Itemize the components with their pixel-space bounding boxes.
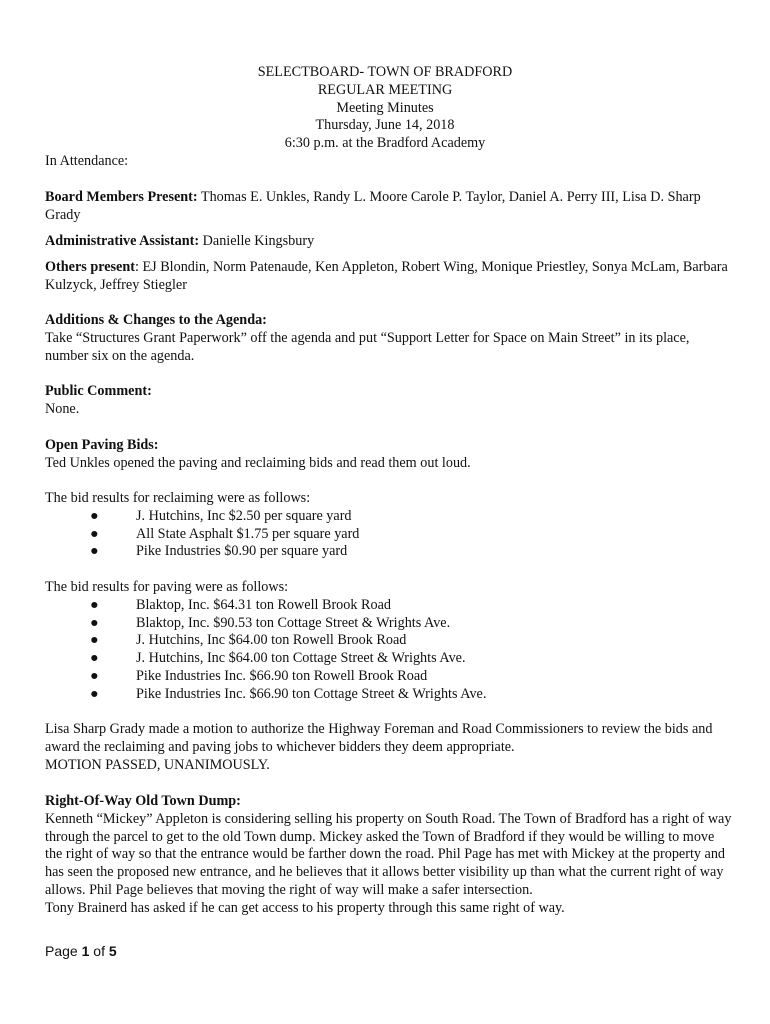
board-members-present	[45, 189, 735, 225]
reclaiming-intro: The bid results for reclaiming were as follows:	[45, 490, 311, 506]
paving-bids-section	[45, 437, 735, 473]
bullet-icon: ●	[90, 685, 99, 702]
agenda-text: Take “Structures Grant Paperwork” off the agenda and put “Support Letter for Space on Main Street” in its place, number six on the agenda.	[45, 329, 690, 364]
header-doc-type: Meeting Minutes	[336, 99, 434, 116]
list-item: ● Pike Industries Inc. $66.90 ton Rowell Brook Road	[90, 667, 428, 684]
others-label: Others present	[45, 259, 135, 275]
list-item: ● All State Asphalt $1.75 per square yard	[90, 525, 360, 542]
list-item: ● J. Hutchins, Inc $64.00 ton Cottage Street & Wrights Ave.	[90, 650, 466, 667]
attendance-label: In Attendance:	[45, 153, 129, 169]
list-item: ● Pike Industries $0.90 per square yard	[90, 543, 348, 560]
reclaiming-results	[45, 490, 735, 561]
total-pages: 5	[108, 943, 117, 959]
paving-intro: The bid results for paving were as follows:	[45, 579, 289, 595]
right-of-way-section	[45, 793, 735, 918]
public-comment-heading: Public Comment:	[45, 383, 152, 399]
header-date: Thursday, June 14, 2018	[315, 117, 455, 134]
list-item: ● J. Hutchins, Inc $64.00 ton Rowell Brook Road	[90, 632, 407, 649]
document-header	[0, 64, 770, 153]
bullet-icon: ●	[90, 614, 99, 631]
header-meeting-type: REGULAR MEETING	[317, 81, 453, 98]
header-time-location: 6:30 p.m. at the Bradford Academy	[284, 135, 486, 152]
board-members-text: Thomas E. Unkles, Randy L. Moore Carole P. Taylor, Daniel A. Perry III, Lisa D. Sharp Grady	[45, 189, 701, 223]
reclaiming-list	[45, 508, 735, 561]
bullet-icon: ●	[90, 596, 99, 613]
others-text: : EJ Blondin, Norm Patenaude, Ken Appleton, Robert Wing, Monique Priestley, Sonya McLam, Barbara Kulzyck, Jeffrey Stiegler	[45, 259, 728, 293]
list-item: ● Pike Industries Inc. $66.90 ton Cottage Street & Wrights Ave.	[90, 685, 487, 702]
list-item: ● Blaktop, Inc. $90.53 ton Cottage Street & Wrights Ave.	[90, 614, 451, 631]
bullet-icon: ●	[90, 650, 99, 667]
board-members-label: Board Members Present:	[45, 189, 198, 205]
page-number-footer: Page 1 of 5	[45, 943, 117, 959]
right-of-way-text: Kenneth “Mickey” Appleton is considering selling his property on South Road. The Town of Bradford has a right of way through the parcel to get to the old Town dump. Mickey asked the Town of Bradford if they would be willing to move the right of way so that the entrance would be farther down the road. Phil Page has met with Mickey at the property and has seen the proposed new entrance, and he believes that it allows better visibility up than what the current right of way allows. Phil Page believes that moving the right of way will make a safer intersection.	[45, 810, 732, 898]
motion-text: Lisa Sharp Grady made a motion to authorize the Highway Foreman and Road Commissioners to review the bids and award the reclaiming and paving jobs to whichever bidders they deem appropriate.	[45, 721, 713, 755]
public-comment-section	[45, 383, 735, 419]
bullet-icon: ●	[90, 543, 99, 560]
admin-label: Administrative Assistant:	[45, 233, 200, 249]
agenda-section	[45, 312, 735, 365]
agenda-heading: Additions & Changes to the Agenda:	[45, 312, 267, 328]
admin-text: Danielle Kingsbury	[199, 233, 315, 249]
bullet-icon: ●	[90, 667, 99, 684]
list-item: ● J. Hutchins, Inc $2.50 per square yard	[90, 507, 352, 524]
motion-paragraph	[45, 721, 735, 774]
others-present	[45, 259, 735, 295]
administrative-assistant	[45, 233, 735, 251]
paving-bids-intro: Ted Unkles opened the paving and reclaiming bids and read them out loud.	[45, 454, 471, 471]
bullet-icon: ●	[90, 525, 99, 542]
motion-result: MOTION PASSED, UNANIMOUSLY.	[45, 756, 270, 773]
bullet-icon: ●	[90, 507, 99, 524]
right-of-way-heading: Right-Of-Way Old Town Dump:	[45, 793, 241, 809]
current-page: 1	[81, 943, 90, 959]
list-item: ● Blaktop, Inc. $64.31 ton Rowell Brook Road	[90, 596, 391, 613]
public-comment-text: None.	[45, 400, 80, 417]
bullet-icon: ●	[90, 632, 99, 649]
paving-results	[45, 579, 735, 704]
header-title: SELECTBOARD- TOWN OF BRADFORD	[257, 64, 513, 80]
right-of-way-text-2: Tony Brainerd has asked if he can get access to his property through this same right of way.	[45, 899, 565, 916]
paving-bids-heading: Open Paving Bids:	[45, 437, 159, 453]
paving-list	[45, 597, 735, 704]
